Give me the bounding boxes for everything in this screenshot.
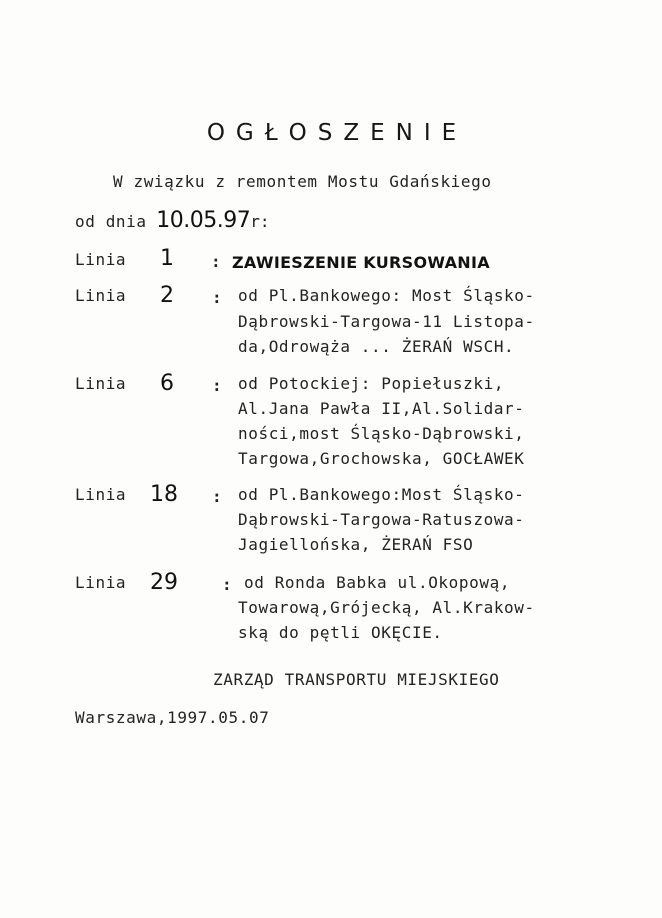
route-line: Jagiellońska, ŻERAŃ FSO	[238, 535, 474, 554]
line-number: 2	[160, 283, 174, 308]
route-line: da,Odrowąża ... ŻERAŃ WSCH.	[238, 337, 515, 356]
route-line: ską do pętli OKĘCIE.	[238, 623, 443, 642]
line-colon: :	[211, 252, 221, 271]
route-line: Al.Jana Pawła II,Al.Solidar-	[238, 399, 525, 418]
line-colon: :	[212, 376, 222, 395]
route-line: Targowa,Grochowska, GOCŁAWEK	[238, 449, 525, 468]
line-number: 6	[160, 371, 174, 396]
line-label: Linia	[75, 250, 127, 269]
line-number: 1	[160, 246, 174, 271]
line-colon: :	[212, 487, 222, 506]
line-label: Linia	[75, 485, 127, 504]
route-line: od Potockiej: Popiełuszki,	[238, 374, 505, 393]
notice-title: OGŁOSZENIE	[206, 120, 468, 146]
effective-date-line	[75, 208, 270, 233]
route-line: od Ronda Babka ul.Okopową,	[244, 573, 511, 592]
route-line: Dąbrowski-Targowa-Ratuszowa-	[238, 510, 525, 529]
line-colon: :	[222, 575, 232, 594]
route-line: ności,most Śląsko-Dąbrowski,	[238, 424, 525, 443]
line-colon: :	[212, 288, 222, 307]
line-number: 18	[150, 482, 178, 507]
line-number: 29	[150, 570, 178, 595]
date-suffix: r:	[250, 212, 270, 231]
route-line: od Pl.Bankowego:Most Śląsko-	[238, 485, 525, 504]
issuer-signature: ZARZĄD TRANSPORTU MIEJSKIEGO	[213, 670, 500, 689]
notice-intro: W związku z remontem Mostu Gdańskiego	[113, 172, 492, 191]
route-line: Towarową,Grójecką, Al.Krakow-	[238, 598, 535, 617]
place-and-date: Warszawa,1997.05.07	[75, 708, 270, 727]
route-line: od Pl.Bankowego: Most Śląsko-	[238, 286, 535, 305]
route-line: ZAWIESZENIE KURSOWANIA	[232, 253, 490, 272]
line-label: Linia	[75, 286, 127, 305]
line-label: Linia	[75, 374, 127, 393]
effective-date: 10.05.97	[156, 208, 251, 233]
line-label: Linia	[75, 573, 127, 592]
date-prefix: od dnia	[75, 212, 147, 231]
route-line: Dąbrowski-Targowa-11 Listopa-	[238, 312, 535, 331]
